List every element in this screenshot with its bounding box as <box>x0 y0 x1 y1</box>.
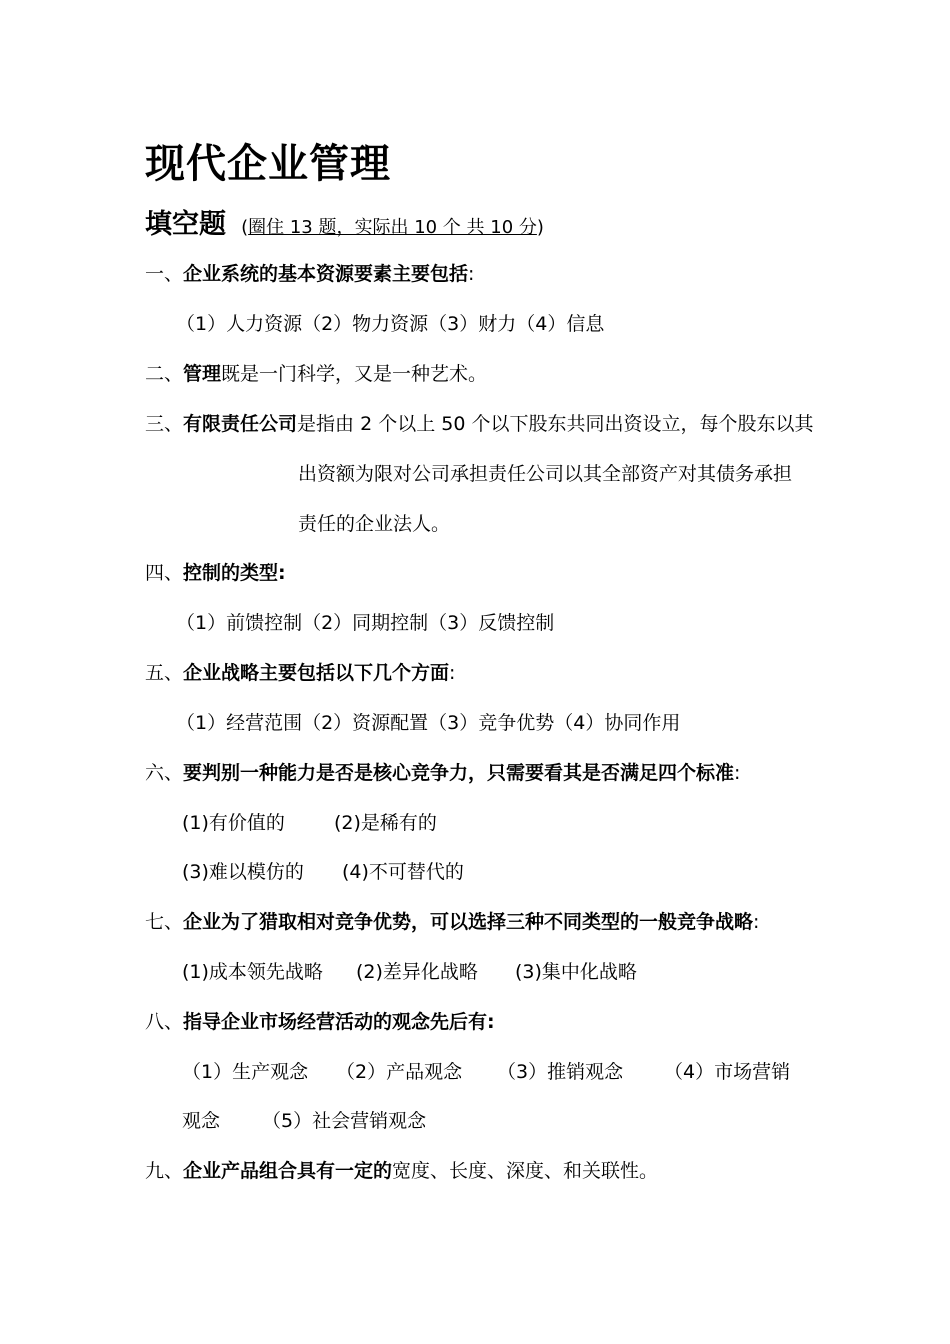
section-heading: 填空题 <box>145 209 226 240</box>
question-keyword: 要判别一种能力是否是核心竞争力，只需要看其是否满足四个标准 <box>183 762 735 784</box>
answer-8-item-4: （4）市场营销 <box>664 1061 791 1083</box>
answer-6-item-1: (1)有价值的 <box>182 812 285 834</box>
question-keyword: 管理 <box>183 363 222 385</box>
question-keyword: 企业产品组合具有一定的 <box>183 1160 393 1182</box>
question-number: 二、 <box>145 363 184 385</box>
question-1 <box>145 262 474 286</box>
answer-7-item-1: (1)成本领先战略 <box>182 961 323 983</box>
answer-1: （1）人力资源（2）物力资源（3）财力（4）信息 <box>176 313 605 335</box>
page-title: 现代企业管理 <box>145 141 391 187</box>
answer-8-item-4-continuation: 观念 <box>182 1110 221 1132</box>
question-keyword: 有限责任公司 <box>183 413 298 435</box>
question-5 <box>145 661 455 685</box>
answer-6-item-3: (3)难以模仿的 <box>182 861 304 883</box>
note-close: ) <box>536 217 544 238</box>
question-text: 是指由 2 个以上 50 个以下股东共同出资设立，每个股东以其 <box>297 413 814 435</box>
question-keyword: 企业为了猎取相对竞争优势，可以选择三种不同类型的一般竞争战略 <box>183 911 754 933</box>
question-number: 九、 <box>145 1160 184 1182</box>
question-text: : <box>449 662 456 684</box>
question-3-continuation-1: 出资额为限对公司承担责任公司以其全部资产对其债务承担 <box>298 463 793 485</box>
question-number: 六、 <box>145 762 184 784</box>
question-keyword: 指导企业市场经营活动的观念先后有: <box>183 1011 495 1033</box>
answer-8-item-3: （3）推销观念 <box>497 1061 624 1083</box>
note-open: ( <box>241 217 249 238</box>
question-text: : <box>468 263 475 285</box>
question-text: 既是一门科学，又是一种艺术。 <box>221 363 488 385</box>
question-number: 一、 <box>145 263 184 285</box>
answer-6-item-4: (4)不可替代的 <box>342 861 464 883</box>
note-underlined: 圈住 13 题，实际出 10 个 共 10 分 <box>248 217 537 238</box>
question-text: 宽度、长度、深度、和关联性。 <box>392 1160 659 1182</box>
answer-8-item-2: （2）产品观念 <box>336 1061 463 1083</box>
question-8 <box>145 1010 495 1034</box>
question-keyword: 企业系统的基本资源要素主要包括 <box>183 263 469 285</box>
answer-8-item-1: （1）生产观念 <box>182 1061 309 1083</box>
question-9 <box>145 1159 658 1183</box>
question-text: : <box>753 911 760 933</box>
question-keyword: 企业战略主要包括以下几个方面 <box>183 662 450 684</box>
question-3-continuation-2: 责任的企业法人。 <box>298 513 451 535</box>
section-note <box>241 217 544 238</box>
answer-4: （1）前馈控制（2）同期控制（3）反馈控制 <box>176 612 555 634</box>
question-keyword: 控制的类型: <box>183 562 286 584</box>
answer-7-item-2: (2)差异化战略 <box>356 961 478 983</box>
question-number: 七、 <box>145 911 184 933</box>
question-4 <box>145 561 286 585</box>
answer-8-item-5: （5）社会营销观念 <box>262 1110 427 1132</box>
question-number: 三、 <box>145 413 184 435</box>
question-number: 五、 <box>145 662 184 684</box>
question-2 <box>145 362 487 386</box>
answer-5: （1）经营范围（2）资源配置（3）竞争优势（4）协同作用 <box>176 712 681 734</box>
section-heading-row <box>145 208 544 242</box>
question-number: 四、 <box>145 562 184 584</box>
question-text: : <box>734 762 741 784</box>
question-3 <box>145 412 813 436</box>
answer-6-item-2: (2)是稀有的 <box>334 812 437 834</box>
question-6 <box>145 761 740 785</box>
question-number: 八、 <box>145 1011 184 1033</box>
answer-7-item-3: (3)集中化战略 <box>515 961 637 983</box>
question-7 <box>145 910 759 934</box>
